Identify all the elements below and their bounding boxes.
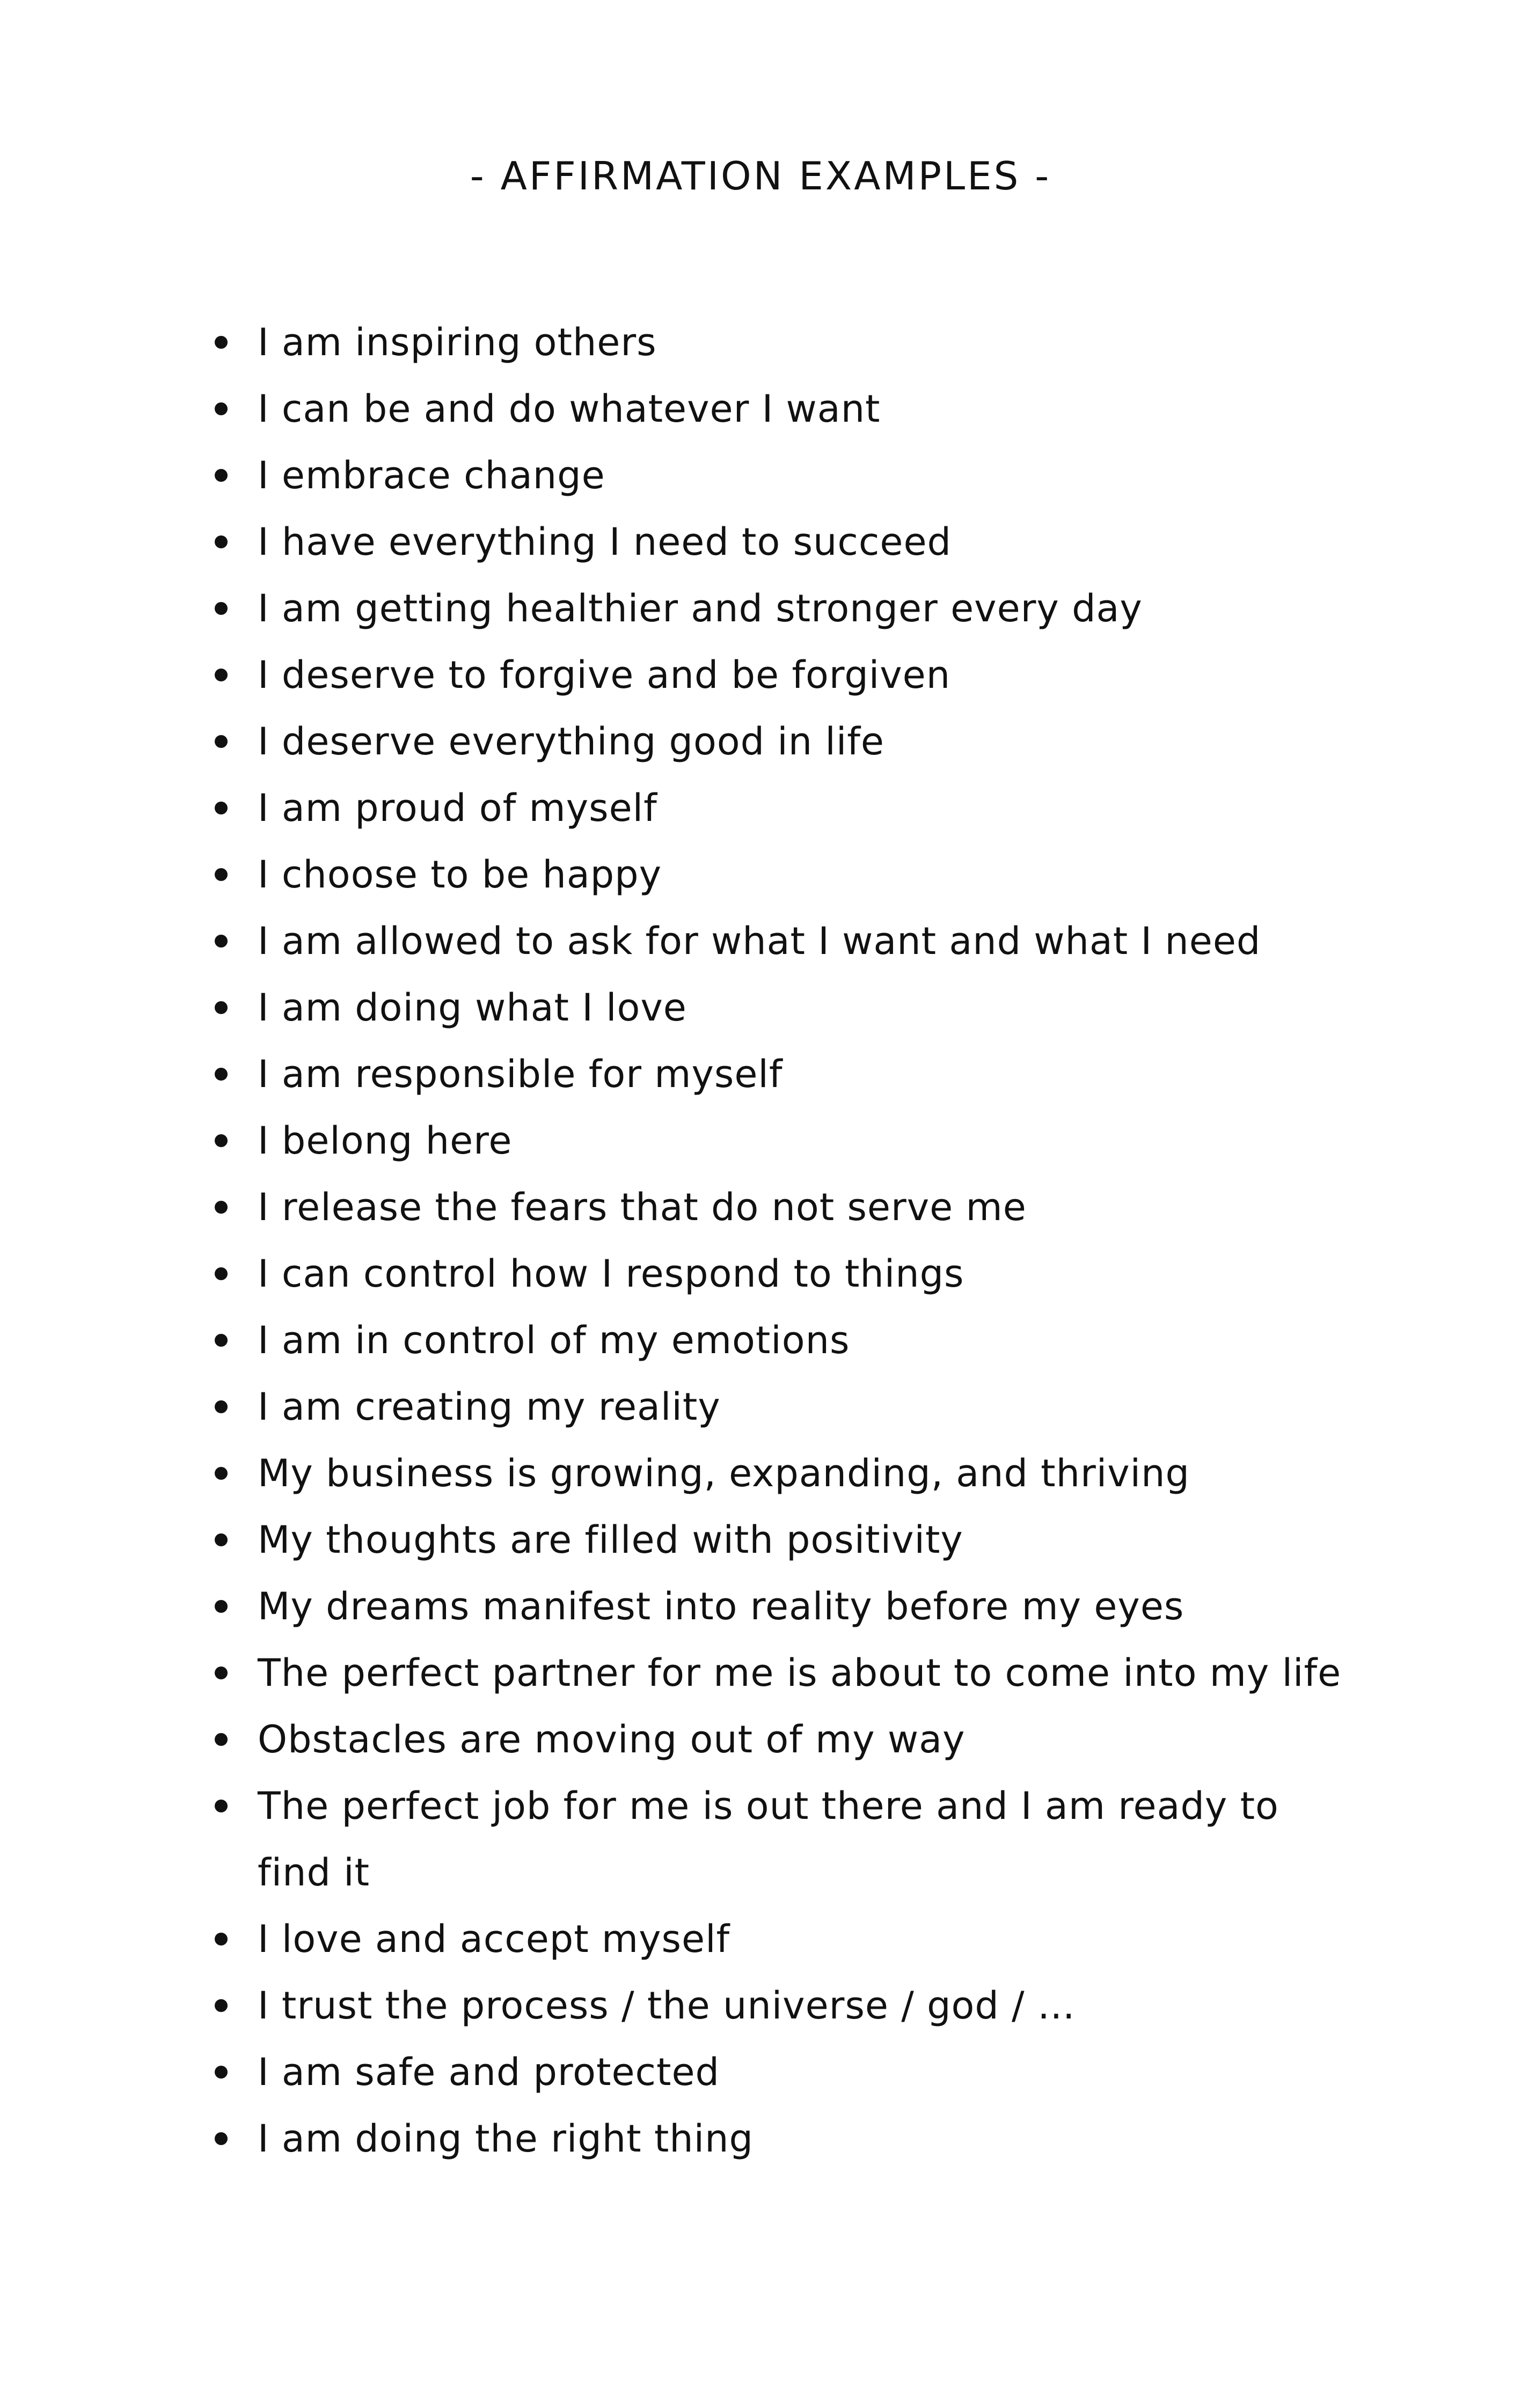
bullet-icon	[215, 1733, 228, 1746]
affirmation-text: I am getting healthier and stronger every day	[258, 586, 1143, 630]
list-item	[215, 442, 1352, 509]
bullet-icon	[215, 935, 228, 948]
affirmation-text: Obstacles are moving out of my way	[258, 1717, 966, 1761]
bullet-icon	[215, 1800, 228, 1812]
list-item	[215, 841, 1352, 908]
bullet-icon	[215, 802, 228, 814]
list-item	[215, 908, 1352, 974]
list-item	[215, 708, 1352, 775]
affirmation-text: I choose to be happy	[258, 853, 662, 897]
bullet-icon	[215, 669, 228, 681]
affirmation-text: I can control how I respond to things	[258, 1252, 964, 1296]
bullet-icon	[215, 1666, 228, 1679]
list-item	[215, 775, 1352, 841]
bullet-icon	[215, 602, 228, 615]
bullet-icon	[215, 1201, 228, 1214]
list-item	[215, 509, 1352, 575]
list-item	[215, 1174, 1352, 1240]
bullet-icon	[215, 402, 228, 415]
affirmation-text: The perfect job for me is out there and I am ready to find it	[258, 1784, 1279, 1895]
list-item	[215, 1440, 1352, 1507]
bullet-icon	[215, 469, 228, 482]
bullet-icon	[215, 1001, 228, 1014]
list-item	[215, 1107, 1352, 1174]
affirmation-text: I am responsible for myself	[258, 1052, 783, 1096]
list-item	[215, 974, 1352, 1041]
affirmation-text: I love and accept myself	[258, 1917, 730, 1961]
affirmation-text: I am doing the right thing	[258, 2117, 754, 2161]
bullet-icon	[215, 1267, 228, 1280]
affirmation-text: My dreams manifest into reality before my eyes	[258, 1584, 1184, 1628]
list-item	[215, 1507, 1352, 1573]
affirmation-text: I deserve to forgive and be forgiven	[258, 653, 951, 697]
affirmation-text: My business is growing, expanding, and thriving	[258, 1451, 1190, 1495]
list-item	[215, 575, 1352, 642]
bullet-icon	[215, 1400, 228, 1413]
list-item	[215, 1640, 1352, 1706]
affirmation-text: I am in control of my emotions	[258, 1318, 850, 1362]
bullet-icon	[215, 336, 228, 349]
affirmation-text: I can be and do whatever I want	[258, 387, 881, 431]
list-item	[215, 1906, 1352, 1972]
affirmation-text: I am doing what I love	[258, 986, 687, 1030]
bullet-icon	[215, 1999, 228, 2012]
affirmation-text: I am allowed to ask for what I want and what I need	[258, 919, 1261, 963]
affirmation-text: I trust the process / the universe / god / …	[258, 1984, 1076, 2028]
bullet-icon	[215, 1600, 228, 1613]
bullet-icon	[215, 1467, 228, 1480]
bullet-icon	[215, 1334, 228, 1347]
list-item	[215, 1041, 1352, 1107]
affirmation-text: The perfect partner for me is about to come into my life	[258, 1651, 1342, 1695]
affirmation-text: I am inspiring others	[258, 320, 657, 364]
affirmation-text: I release the fears that do not serve me	[258, 1185, 1027, 1229]
affirmation-list	[215, 309, 1352, 2172]
list-item	[215, 1573, 1352, 1640]
affirmation-text: I am safe and protected	[258, 2050, 720, 2094]
affirmation-text: I have everything I need to succeed	[258, 520, 952, 564]
bullet-icon	[215, 2132, 228, 2145]
bullet-icon	[215, 1134, 228, 1147]
list-item	[215, 1374, 1352, 1440]
list-item	[215, 2105, 1352, 2172]
affirmation-text: I am creating my reality	[258, 1385, 721, 1429]
bullet-icon	[215, 2066, 228, 2079]
bullet-icon	[215, 1068, 228, 1081]
bullet-icon	[215, 535, 228, 548]
bullet-icon	[215, 735, 228, 748]
list-item	[215, 1706, 1352, 1773]
list-item	[215, 642, 1352, 708]
affirmation-text: I am proud of myself	[258, 786, 657, 830]
list-item	[215, 376, 1352, 442]
list-item	[215, 1307, 1352, 1374]
affirmation-text: I deserve everything good in life	[258, 720, 884, 763]
list-item	[215, 309, 1352, 376]
affirmation-text: I belong here	[258, 1119, 513, 1163]
bullet-icon	[215, 868, 228, 881]
affirmation-text: My thoughts are filled with positivity	[258, 1518, 963, 1562]
bullet-icon	[215, 1533, 228, 1546]
list-item	[215, 2039, 1352, 2105]
bullet-icon	[215, 1933, 228, 1946]
affirmation-text: I embrace change	[258, 453, 605, 497]
list-item	[215, 1972, 1352, 2039]
page-title: - AFFIRMATION EXAMPLES -	[470, 153, 1051, 199]
list-item	[215, 1240, 1352, 1307]
list-item	[215, 1773, 1352, 1906]
